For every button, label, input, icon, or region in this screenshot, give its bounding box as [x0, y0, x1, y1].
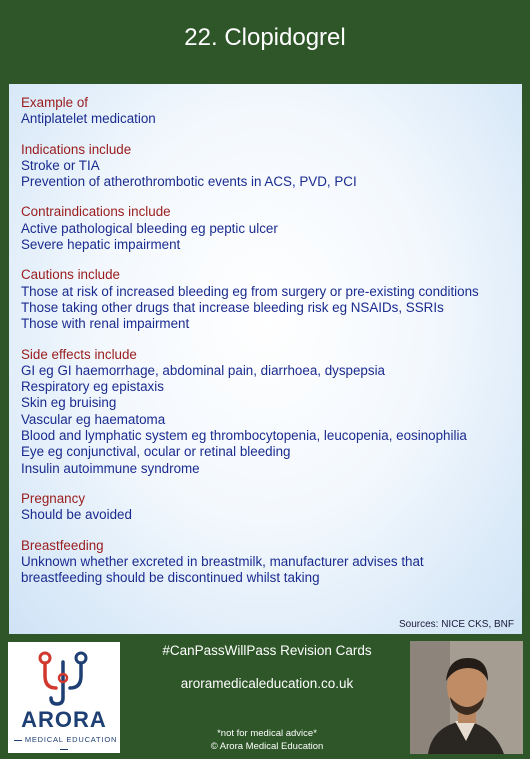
- sections-container: [21, 95, 522, 586]
- section-line: Antiplatelet medication: [21, 111, 156, 127]
- copyright-text: © Arora Medical Education: [210, 741, 324, 752]
- author-portrait-image: [410, 641, 523, 754]
- section: [21, 95, 522, 128]
- section-line: Unknown whether excreted in breastmilk, manufacturer advises that: [21, 553, 424, 569]
- section-heading: Indications include: [21, 141, 132, 157]
- author-photo: [410, 641, 523, 754]
- section-line: Skin eg bruising: [21, 395, 117, 411]
- section-line: Insulin autoimmune syndrome: [21, 460, 200, 476]
- website-link[interactable]: aroramedicaleducation.co.uk: [180, 676, 354, 691]
- section-line: Vascular eg haematoma: [21, 411, 166, 427]
- stethoscope-icon: [34, 648, 94, 708]
- sources-note: Sources: NICE CKS, BNF: [398, 619, 514, 630]
- section-line: Prevention of atherothrombotic events in ACS, PVD, PCI: [21, 174, 357, 190]
- section-line: Those taking other drugs that increase bleeding risk eg NSAIDs, SSRIs: [21, 299, 444, 315]
- hashtag-text: #CanPassWillPass Revision Cards: [162, 643, 372, 658]
- section-line: Those at risk of increased bleeding eg from surgery or pre-existing conditions: [21, 283, 479, 299]
- section-line: Respiratory eg epistaxis: [21, 379, 164, 395]
- section-line: Blood and lymphatic system eg thrombocytopenia, leucopenia, eosinophilia: [21, 428, 467, 444]
- section-heading: Contraindications include: [21, 204, 171, 220]
- logo-subtitle: MEDICAL EDUCATION: [8, 735, 120, 753]
- section-line: Those with renal impairment: [21, 316, 190, 332]
- section-line: Active pathological bleeding eg peptic ulcer: [21, 220, 278, 236]
- section-heading: Side effects include: [21, 346, 137, 362]
- section-heading: Example of: [21, 95, 88, 110]
- section-heading: Breastfeeding: [21, 537, 104, 553]
- disclaimer-text: *not for medical advice*: [217, 728, 317, 739]
- card-title: 22. Clopidogrel: [184, 24, 346, 51]
- section-line: GI eg GI haemorrhage, abdominal pain, diarrhoea, dyspepsia: [21, 362, 385, 378]
- section-line: Should be avoided: [21, 507, 132, 523]
- section: [21, 538, 522, 587]
- section-line: Stroke or TIA: [21, 157, 100, 173]
- section-line: breastfeeding should be discontinued whilst taking: [21, 570, 320, 586]
- section-line: Eye eg conjunctival, ocular or retinal bleeding: [21, 444, 291, 460]
- section: [21, 204, 522, 253]
- section: [21, 491, 522, 524]
- section: [21, 142, 522, 191]
- arora-logo: [8, 642, 120, 753]
- section: [21, 267, 522, 332]
- drug-card: [9, 84, 522, 634]
- section-line: Severe hepatic impairment: [21, 237, 181, 253]
- section-heading: Pregnancy: [21, 490, 86, 506]
- section-heading: Cautions include: [21, 267, 121, 283]
- logo-wordmark: ARORA: [21, 707, 107, 732]
- section: [21, 347, 522, 477]
